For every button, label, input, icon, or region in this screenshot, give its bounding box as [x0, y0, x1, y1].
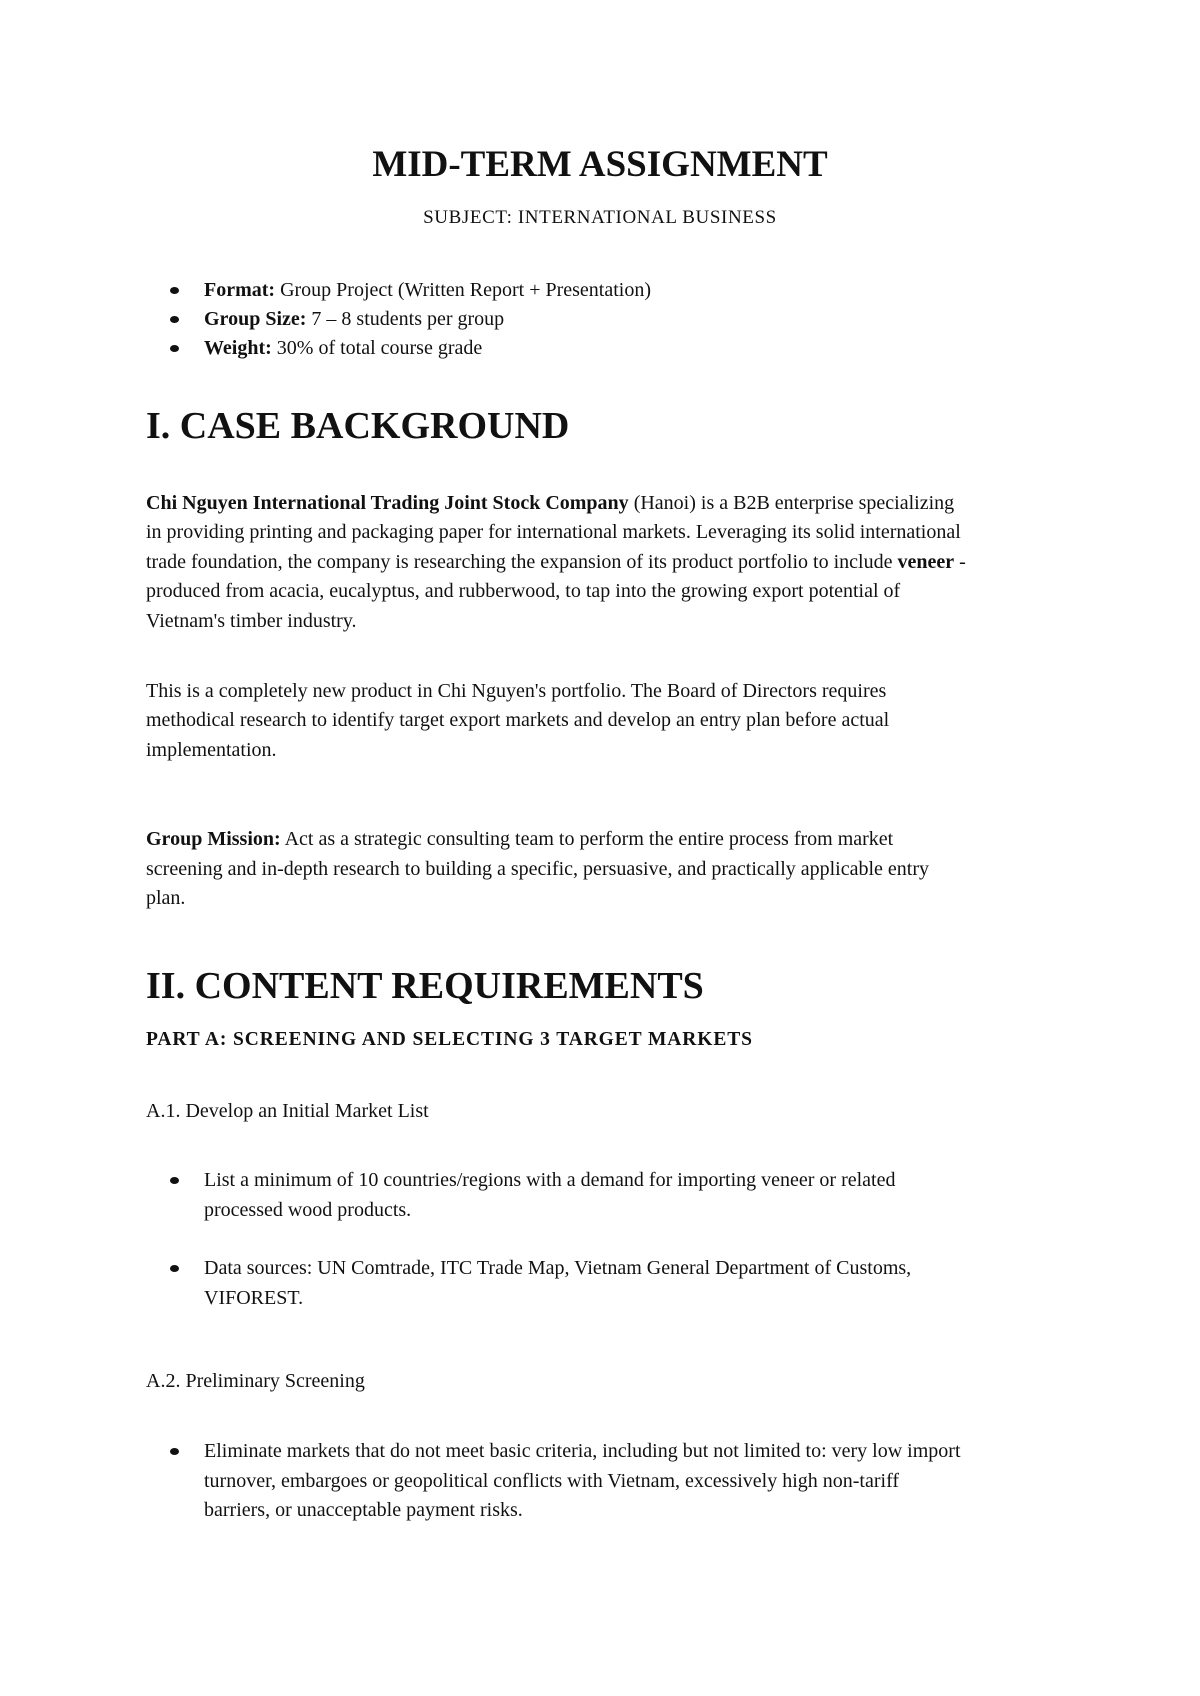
- paragraph-line: produced from acacia, eucalyptus, and rubberwood, to tap into the growing export potential of: [146, 580, 901, 602]
- paragraph-line: (Hanoi) is a B2B enterprise specializing: [628, 492, 955, 514]
- subsection-heading-a2: A.2. Preliminary Screening: [146, 1370, 365, 1392]
- paragraph-line: methodical research to identify target export markets and develop an entry plan before actual: [146, 709, 890, 731]
- section-heading-case-background: I. CASE BACKGROUND: [146, 405, 570, 447]
- bullet-icon: [170, 287, 179, 294]
- meta-label: Weight:: [204, 337, 272, 359]
- paragraph-line: implementation.: [146, 739, 277, 761]
- bullet-icon: [170, 1265, 179, 1272]
- list-item-line: barriers, or unacceptable payment risks.: [204, 1499, 523, 1521]
- list-item-line: List a minimum of 10 countries/regions with a demand for importing veneer or related: [204, 1169, 896, 1191]
- section-heading-content-requirements: II. CONTENT REQUIREMENTS: [146, 965, 704, 1007]
- meta-value: 7 – 8 students per group: [306, 308, 505, 330]
- product-term: veneer: [897, 551, 955, 573]
- list-item-line: Data sources: UN Comtrade, ITC Trade Map, Vietnam General Department of Customs,: [204, 1257, 912, 1279]
- list-item-line: processed wood products.: [204, 1198, 412, 1221]
- paragraph-line: -: [954, 551, 966, 573]
- meta-value: 30% of total course grade: [271, 337, 483, 359]
- mission-label: Group Mission:: [146, 828, 281, 850]
- document-subtitle: SUBJECT: INTERNATIONAL BUSINESS: [423, 207, 777, 228]
- bullet-icon: [170, 345, 179, 352]
- document-title: MID-TERM ASSIGNMENT: [372, 144, 828, 185]
- meta-label: Group Size:: [204, 308, 307, 330]
- paragraph-line: Vietnam's timber industry.: [146, 610, 357, 632]
- subsection-heading-a1: A.1. Develop an Initial Market List: [146, 1100, 429, 1122]
- part-a-heading: PART A: SCREENING AND SELECTING 3 TARGET MARKETS: [146, 1029, 753, 1050]
- paragraph-line: Act as a strategic consulting team to perform the entire process from market: [280, 828, 894, 850]
- meta-label: Format:: [204, 279, 276, 301]
- list-item-line: turnover, embargoes or geopolitical conflicts with Vietnam, excessively high non-tariff: [204, 1469, 900, 1492]
- company-name: Chi Nguyen International Trading Joint Stock Company: [146, 492, 629, 514]
- bullet-icon: [170, 1177, 179, 1184]
- list-item-line: Eliminate markets that do not meet basic criteria, including but not limited to: very low import: [204, 1440, 961, 1462]
- paragraph-line: This is a completely new product in Chi Nguyen's portfolio. The Board of Directors requires: [146, 680, 887, 702]
- bullet-icon: [170, 316, 179, 323]
- paragraph-line: screening and in-depth research to building a specific, persuasive, and practically applicable entry: [146, 858, 930, 880]
- bullet-icon: [170, 1448, 179, 1455]
- paragraph-line: plan.: [146, 887, 186, 909]
- list-item-line: VIFOREST.: [204, 1286, 304, 1309]
- paragraph-line: in providing printing and packaging paper for international markets. Leveraging its solid international: [146, 521, 961, 543]
- paragraph-line: trade foundation, the company is researching the expansion of its product portfolio to include: [146, 551, 898, 573]
- meta-value: Group Project (Written Report + Presentation): [275, 279, 652, 301]
